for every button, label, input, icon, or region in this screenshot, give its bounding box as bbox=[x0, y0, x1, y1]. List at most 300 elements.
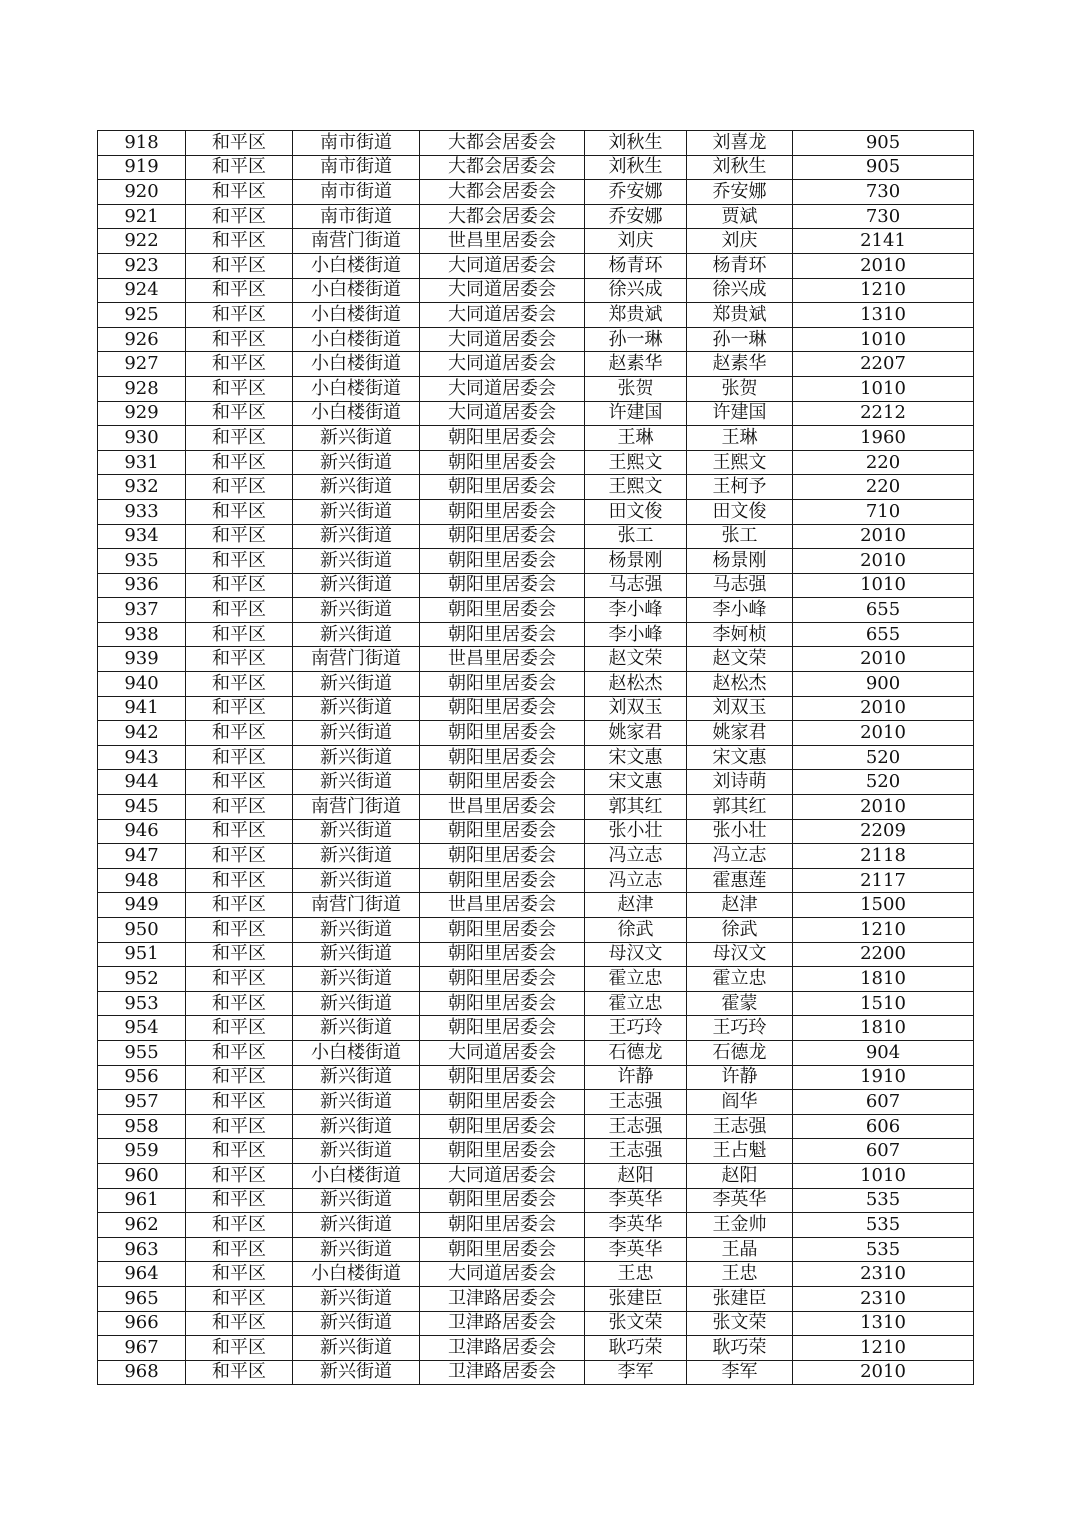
cell-index: 939 bbox=[98, 647, 186, 672]
cell-member: 王柯予 bbox=[687, 475, 793, 500]
cell-street: 新兴街道 bbox=[293, 844, 420, 869]
cell-index: 925 bbox=[98, 303, 186, 328]
cell-member: 李军 bbox=[687, 1360, 793, 1385]
cell-applicant: 杨景刚 bbox=[585, 549, 687, 574]
cell-street: 南营门街道 bbox=[293, 229, 420, 254]
cell-member: 张文荣 bbox=[687, 1311, 793, 1336]
cell-street: 新兴街道 bbox=[293, 622, 420, 647]
cell-street: 新兴街道 bbox=[293, 1286, 420, 1311]
cell-member: 赵津 bbox=[687, 893, 793, 918]
cell-room: 535 bbox=[793, 1213, 974, 1238]
cell-committee: 世昌里居委会 bbox=[420, 647, 585, 672]
cell-room: 1310 bbox=[793, 303, 974, 328]
cell-room: 2010 bbox=[793, 696, 974, 721]
cell-district: 和平区 bbox=[186, 204, 293, 229]
cell-district: 和平区 bbox=[186, 1311, 293, 1336]
cell-committee: 大都会居委会 bbox=[420, 204, 585, 229]
cell-district: 和平区 bbox=[186, 229, 293, 254]
table-row bbox=[98, 598, 974, 623]
table-row bbox=[98, 1163, 974, 1188]
cell-member: 霍立忠 bbox=[687, 967, 793, 992]
cell-committee: 朝阳里居委会 bbox=[420, 745, 585, 770]
cell-room: 607 bbox=[793, 1139, 974, 1164]
cell-applicant: 王志强 bbox=[585, 1090, 687, 1115]
table-row bbox=[98, 918, 974, 943]
cell-index: 940 bbox=[98, 672, 186, 697]
table-row bbox=[98, 745, 974, 770]
cell-room: 905 bbox=[793, 131, 974, 156]
cell-applicant: 徐兴成 bbox=[585, 278, 687, 303]
table-row bbox=[98, 376, 974, 401]
cell-room: 2010 bbox=[793, 549, 974, 574]
cell-applicant: 王忠 bbox=[585, 1262, 687, 1287]
cell-district: 和平区 bbox=[186, 967, 293, 992]
cell-index: 960 bbox=[98, 1163, 186, 1188]
cell-member: 杨景刚 bbox=[687, 549, 793, 574]
cell-room: 730 bbox=[793, 204, 974, 229]
table-row bbox=[98, 1188, 974, 1213]
cell-street: 小白楼街道 bbox=[293, 352, 420, 377]
cell-room: 520 bbox=[793, 770, 974, 795]
cell-member: 杨青环 bbox=[687, 253, 793, 278]
cell-street: 新兴街道 bbox=[293, 1213, 420, 1238]
cell-street: 新兴街道 bbox=[293, 745, 420, 770]
cell-committee: 大都会居委会 bbox=[420, 180, 585, 205]
cell-room: 2118 bbox=[793, 844, 974, 869]
cell-member: 李英华 bbox=[687, 1188, 793, 1213]
cell-index: 941 bbox=[98, 696, 186, 721]
cell-member: 贾斌 bbox=[687, 204, 793, 229]
cell-district: 和平区 bbox=[186, 1040, 293, 1065]
cell-district: 和平区 bbox=[186, 352, 293, 377]
cell-index: 930 bbox=[98, 426, 186, 451]
cell-committee: 大同道居委会 bbox=[420, 1262, 585, 1287]
cell-index: 962 bbox=[98, 1213, 186, 1238]
cell-member: 母汉文 bbox=[687, 942, 793, 967]
table-row bbox=[98, 1311, 974, 1336]
cell-member: 郑贵斌 bbox=[687, 303, 793, 328]
cell-room: 2010 bbox=[793, 1360, 974, 1385]
cell-member: 马志强 bbox=[687, 573, 793, 598]
cell-applicant: 王志强 bbox=[585, 1139, 687, 1164]
cell-committee: 朝阳里居委会 bbox=[420, 499, 585, 524]
cell-applicant: 徐武 bbox=[585, 918, 687, 943]
cell-committee: 朝阳里居委会 bbox=[420, 918, 585, 943]
table-row bbox=[98, 131, 974, 156]
table-row bbox=[98, 1090, 974, 1115]
cell-member: 刘喜龙 bbox=[687, 131, 793, 156]
cell-committee: 朝阳里居委会 bbox=[420, 1237, 585, 1262]
cell-room: 2010 bbox=[793, 524, 974, 549]
cell-applicant: 乔安娜 bbox=[585, 180, 687, 205]
cell-committee: 朝阳里居委会 bbox=[420, 598, 585, 623]
cell-room: 220 bbox=[793, 475, 974, 500]
table-row bbox=[98, 450, 974, 475]
cell-index: 933 bbox=[98, 499, 186, 524]
cell-committee: 大都会居委会 bbox=[420, 131, 585, 156]
cell-committee: 卫津路居委会 bbox=[420, 1336, 585, 1361]
cell-street: 新兴街道 bbox=[293, 598, 420, 623]
cell-street: 小白楼街道 bbox=[293, 1163, 420, 1188]
cell-district: 和平区 bbox=[186, 696, 293, 721]
cell-member: 宋文惠 bbox=[687, 745, 793, 770]
cell-index: 943 bbox=[98, 745, 186, 770]
cell-index: 957 bbox=[98, 1090, 186, 1115]
cell-index: 919 bbox=[98, 155, 186, 180]
table-row bbox=[98, 622, 974, 647]
cell-member: 赵文荣 bbox=[687, 647, 793, 672]
cell-district: 和平区 bbox=[186, 844, 293, 869]
cell-room: 1510 bbox=[793, 991, 974, 1016]
cell-street: 小白楼街道 bbox=[293, 401, 420, 426]
cell-committee: 大同道居委会 bbox=[420, 352, 585, 377]
table-row bbox=[98, 893, 974, 918]
cell-room: 2310 bbox=[793, 1262, 974, 1287]
cell-index: 931 bbox=[98, 450, 186, 475]
table-row bbox=[98, 647, 974, 672]
cell-room: 1810 bbox=[793, 1016, 974, 1041]
cell-applicant: 李军 bbox=[585, 1360, 687, 1385]
table-row bbox=[98, 1262, 974, 1287]
cell-committee: 朝阳里居委会 bbox=[420, 672, 585, 697]
cell-room: 2117 bbox=[793, 868, 974, 893]
cell-room: 655 bbox=[793, 622, 974, 647]
cell-room: 1960 bbox=[793, 426, 974, 451]
cell-room: 710 bbox=[793, 499, 974, 524]
cell-index: 923 bbox=[98, 253, 186, 278]
cell-district: 和平区 bbox=[186, 893, 293, 918]
cell-member: 田文俊 bbox=[687, 499, 793, 524]
table-row bbox=[98, 303, 974, 328]
cell-street: 新兴街道 bbox=[293, 524, 420, 549]
cell-index: 955 bbox=[98, 1040, 186, 1065]
cell-member: 徐武 bbox=[687, 918, 793, 943]
cell-committee: 大同道居委会 bbox=[420, 1040, 585, 1065]
cell-member: 王琳 bbox=[687, 426, 793, 451]
cell-district: 和平区 bbox=[186, 721, 293, 746]
cell-street: 新兴街道 bbox=[293, 426, 420, 451]
table-row bbox=[98, 229, 974, 254]
cell-committee: 朝阳里居委会 bbox=[420, 868, 585, 893]
cell-committee: 卫津路居委会 bbox=[420, 1360, 585, 1385]
cell-member: 郭其红 bbox=[687, 795, 793, 820]
cell-district: 和平区 bbox=[186, 499, 293, 524]
cell-street: 南市街道 bbox=[293, 204, 420, 229]
cell-district: 和平区 bbox=[186, 819, 293, 844]
cell-member: 乔安娜 bbox=[687, 180, 793, 205]
cell-street: 小白楼街道 bbox=[293, 253, 420, 278]
cell-room: 905 bbox=[793, 155, 974, 180]
cell-committee: 朝阳里居委会 bbox=[420, 819, 585, 844]
cell-applicant: 田文俊 bbox=[585, 499, 687, 524]
cell-street: 新兴街道 bbox=[293, 918, 420, 943]
cell-committee: 朝阳里居委会 bbox=[420, 991, 585, 1016]
cell-applicant: 郑贵斌 bbox=[585, 303, 687, 328]
cell-district: 和平区 bbox=[186, 795, 293, 820]
cell-index: 937 bbox=[98, 598, 186, 623]
cell-member: 李妸桢 bbox=[687, 622, 793, 647]
cell-applicant: 冯立志 bbox=[585, 844, 687, 869]
cell-street: 新兴街道 bbox=[293, 942, 420, 967]
cell-applicant: 霍立忠 bbox=[585, 991, 687, 1016]
cell-applicant: 许建国 bbox=[585, 401, 687, 426]
cell-room: 2141 bbox=[793, 229, 974, 254]
cell-district: 和平区 bbox=[186, 1286, 293, 1311]
cell-street: 新兴街道 bbox=[293, 499, 420, 524]
table-row bbox=[98, 352, 974, 377]
cell-district: 和平区 bbox=[186, 942, 293, 967]
table-row bbox=[98, 573, 974, 598]
cell-district: 和平区 bbox=[186, 549, 293, 574]
cell-district: 和平区 bbox=[186, 327, 293, 352]
cell-committee: 朝阳里居委会 bbox=[420, 942, 585, 967]
table-row bbox=[98, 155, 974, 180]
cell-street: 小白楼街道 bbox=[293, 376, 420, 401]
cell-street: 小白楼街道 bbox=[293, 1262, 420, 1287]
cell-committee: 世昌里居委会 bbox=[420, 893, 585, 918]
cell-committee: 朝阳里居委会 bbox=[420, 1188, 585, 1213]
cell-street: 新兴街道 bbox=[293, 1114, 420, 1139]
cell-committee: 朝阳里居委会 bbox=[420, 721, 585, 746]
cell-district: 和平区 bbox=[186, 1336, 293, 1361]
cell-applicant: 张贺 bbox=[585, 376, 687, 401]
cell-committee: 朝阳里居委会 bbox=[420, 1016, 585, 1041]
cell-member: 赵松杰 bbox=[687, 672, 793, 697]
table-row bbox=[98, 1213, 974, 1238]
cell-committee: 大同道居委会 bbox=[420, 303, 585, 328]
cell-street: 南市街道 bbox=[293, 180, 420, 205]
cell-member: 刘庆 bbox=[687, 229, 793, 254]
cell-street: 南营门街道 bbox=[293, 647, 420, 672]
cell-index: 927 bbox=[98, 352, 186, 377]
cell-street: 新兴街道 bbox=[293, 1237, 420, 1262]
table-row bbox=[98, 844, 974, 869]
cell-district: 和平区 bbox=[186, 401, 293, 426]
table-row bbox=[98, 499, 974, 524]
cell-index: 924 bbox=[98, 278, 186, 303]
cell-room: 1010 bbox=[793, 327, 974, 352]
cell-street: 小白楼街道 bbox=[293, 1040, 420, 1065]
cell-district: 和平区 bbox=[186, 1360, 293, 1385]
cell-applicant: 赵文荣 bbox=[585, 647, 687, 672]
cell-applicant: 王熙文 bbox=[585, 450, 687, 475]
cell-member: 王金帅 bbox=[687, 1213, 793, 1238]
cell-index: 963 bbox=[98, 1237, 186, 1262]
cell-committee: 朝阳里居委会 bbox=[420, 1139, 585, 1164]
table-row bbox=[98, 967, 974, 992]
cell-member: 赵素华 bbox=[687, 352, 793, 377]
cell-committee: 世昌里居委会 bbox=[420, 229, 585, 254]
cell-district: 和平区 bbox=[186, 1213, 293, 1238]
cell-index: 926 bbox=[98, 327, 186, 352]
table-body bbox=[98, 131, 974, 1385]
cell-room: 1010 bbox=[793, 573, 974, 598]
cell-index: 946 bbox=[98, 819, 186, 844]
cell-room: 1210 bbox=[793, 1336, 974, 1361]
cell-index: 965 bbox=[98, 1286, 186, 1311]
cell-district: 和平区 bbox=[186, 598, 293, 623]
cell-index: 952 bbox=[98, 967, 186, 992]
cell-district: 和平区 bbox=[186, 1262, 293, 1287]
cell-room: 1500 bbox=[793, 893, 974, 918]
cell-index: 944 bbox=[98, 770, 186, 795]
table-row bbox=[98, 327, 974, 352]
cell-committee: 卫津路居委会 bbox=[420, 1286, 585, 1311]
cell-applicant: 母汉文 bbox=[585, 942, 687, 967]
cell-room: 1010 bbox=[793, 376, 974, 401]
cell-applicant: 赵阳 bbox=[585, 1163, 687, 1188]
cell-district: 和平区 bbox=[186, 426, 293, 451]
cell-street: 小白楼街道 bbox=[293, 327, 420, 352]
cell-street: 新兴街道 bbox=[293, 696, 420, 721]
cell-applicant: 赵松杰 bbox=[585, 672, 687, 697]
cell-district: 和平区 bbox=[186, 278, 293, 303]
cell-room: 535 bbox=[793, 1237, 974, 1262]
cell-member: 赵阳 bbox=[687, 1163, 793, 1188]
cell-committee: 朝阳里居委会 bbox=[420, 1065, 585, 1090]
cell-room: 1310 bbox=[793, 1311, 974, 1336]
cell-applicant: 王琳 bbox=[585, 426, 687, 451]
cell-index: 950 bbox=[98, 918, 186, 943]
cell-committee: 大同道居委会 bbox=[420, 278, 585, 303]
cell-member: 耿巧荣 bbox=[687, 1336, 793, 1361]
cell-district: 和平区 bbox=[186, 155, 293, 180]
cell-room: 2200 bbox=[793, 942, 974, 967]
cell-street: 新兴街道 bbox=[293, 450, 420, 475]
cell-applicant: 王志强 bbox=[585, 1114, 687, 1139]
cell-street: 南营门街道 bbox=[293, 893, 420, 918]
cell-applicant: 马志强 bbox=[585, 573, 687, 598]
cell-index: 953 bbox=[98, 991, 186, 1016]
cell-room: 1010 bbox=[793, 1163, 974, 1188]
cell-committee: 朝阳里居委会 bbox=[420, 844, 585, 869]
cell-index: 958 bbox=[98, 1114, 186, 1139]
cell-committee: 卫津路居委会 bbox=[420, 1311, 585, 1336]
cell-index: 928 bbox=[98, 376, 186, 401]
cell-member: 许建国 bbox=[687, 401, 793, 426]
cell-street: 新兴街道 bbox=[293, 475, 420, 500]
cell-index: 945 bbox=[98, 795, 186, 820]
cell-district: 和平区 bbox=[186, 450, 293, 475]
cell-district: 和平区 bbox=[186, 1139, 293, 1164]
cell-applicant: 耿巧荣 bbox=[585, 1336, 687, 1361]
cell-member: 石德龙 bbox=[687, 1040, 793, 1065]
cell-street: 新兴街道 bbox=[293, 1311, 420, 1336]
table-row bbox=[98, 696, 974, 721]
table-row bbox=[98, 991, 974, 1016]
cell-room: 1210 bbox=[793, 918, 974, 943]
cell-room: 2010 bbox=[793, 253, 974, 278]
cell-committee: 大都会居委会 bbox=[420, 155, 585, 180]
cell-applicant: 霍立忠 bbox=[585, 967, 687, 992]
cell-room: 2209 bbox=[793, 819, 974, 844]
table-row bbox=[98, 426, 974, 451]
cell-room: 606 bbox=[793, 1114, 974, 1139]
table-row bbox=[98, 1016, 974, 1041]
cell-district: 和平区 bbox=[186, 868, 293, 893]
cell-index: 935 bbox=[98, 549, 186, 574]
cell-committee: 大同道居委会 bbox=[420, 1163, 585, 1188]
cell-committee: 大同道居委会 bbox=[420, 401, 585, 426]
cell-street: 小白楼街道 bbox=[293, 278, 420, 303]
table-row bbox=[98, 1360, 974, 1385]
cell-applicant: 冯立志 bbox=[585, 868, 687, 893]
cell-room: 2207 bbox=[793, 352, 974, 377]
cell-district: 和平区 bbox=[186, 573, 293, 598]
table-row bbox=[98, 253, 974, 278]
cell-committee: 朝阳里居委会 bbox=[420, 524, 585, 549]
cell-room: 520 bbox=[793, 745, 974, 770]
records-table bbox=[97, 130, 974, 1385]
cell-index: 929 bbox=[98, 401, 186, 426]
cell-applicant: 赵津 bbox=[585, 893, 687, 918]
cell-district: 和平区 bbox=[186, 1016, 293, 1041]
cell-member: 姚家君 bbox=[687, 721, 793, 746]
cell-district: 和平区 bbox=[186, 672, 293, 697]
cell-room: 2212 bbox=[793, 401, 974, 426]
cell-street: 新兴街道 bbox=[293, 868, 420, 893]
cell-committee: 朝阳里居委会 bbox=[420, 696, 585, 721]
table-row bbox=[98, 942, 974, 967]
cell-room: 655 bbox=[793, 598, 974, 623]
cell-room: 2010 bbox=[793, 795, 974, 820]
cell-district: 和平区 bbox=[186, 1065, 293, 1090]
cell-applicant: 许静 bbox=[585, 1065, 687, 1090]
cell-committee: 朝阳里居委会 bbox=[420, 770, 585, 795]
cell-street: 新兴街道 bbox=[293, 991, 420, 1016]
cell-applicant: 乔安娜 bbox=[585, 204, 687, 229]
cell-committee: 大同道居委会 bbox=[420, 376, 585, 401]
table-row bbox=[98, 549, 974, 574]
table-row bbox=[98, 475, 974, 500]
cell-street: 新兴街道 bbox=[293, 1336, 420, 1361]
cell-room: 220 bbox=[793, 450, 974, 475]
cell-street: 新兴街道 bbox=[293, 1139, 420, 1164]
cell-applicant: 张建臣 bbox=[585, 1286, 687, 1311]
cell-room: 535 bbox=[793, 1188, 974, 1213]
cell-committee: 朝阳里居委会 bbox=[420, 622, 585, 647]
cell-applicant: 刘秋生 bbox=[585, 155, 687, 180]
table-row bbox=[98, 1237, 974, 1262]
cell-street: 新兴街道 bbox=[293, 1090, 420, 1115]
cell-district: 和平区 bbox=[186, 253, 293, 278]
cell-index: 968 bbox=[98, 1360, 186, 1385]
cell-room: 2010 bbox=[793, 721, 974, 746]
cell-district: 和平区 bbox=[186, 1163, 293, 1188]
cell-committee: 朝阳里居委会 bbox=[420, 1090, 585, 1115]
table-row bbox=[98, 524, 974, 549]
cell-index: 921 bbox=[98, 204, 186, 229]
cell-index: 956 bbox=[98, 1065, 186, 1090]
cell-member: 王熙文 bbox=[687, 450, 793, 475]
cell-applicant: 李英华 bbox=[585, 1213, 687, 1238]
cell-district: 和平区 bbox=[186, 1090, 293, 1115]
cell-index: 947 bbox=[98, 844, 186, 869]
cell-index: 934 bbox=[98, 524, 186, 549]
cell-room: 1210 bbox=[793, 278, 974, 303]
cell-applicant: 张文荣 bbox=[585, 1311, 687, 1336]
table-row bbox=[98, 770, 974, 795]
cell-district: 和平区 bbox=[186, 1114, 293, 1139]
cell-room: 1910 bbox=[793, 1065, 974, 1090]
cell-room: 1810 bbox=[793, 967, 974, 992]
cell-index: 938 bbox=[98, 622, 186, 647]
cell-applicant: 王巧玲 bbox=[585, 1016, 687, 1041]
cell-index: 961 bbox=[98, 1188, 186, 1213]
cell-applicant: 姚家君 bbox=[585, 721, 687, 746]
cell-applicant: 杨青环 bbox=[585, 253, 687, 278]
cell-district: 和平区 bbox=[186, 180, 293, 205]
